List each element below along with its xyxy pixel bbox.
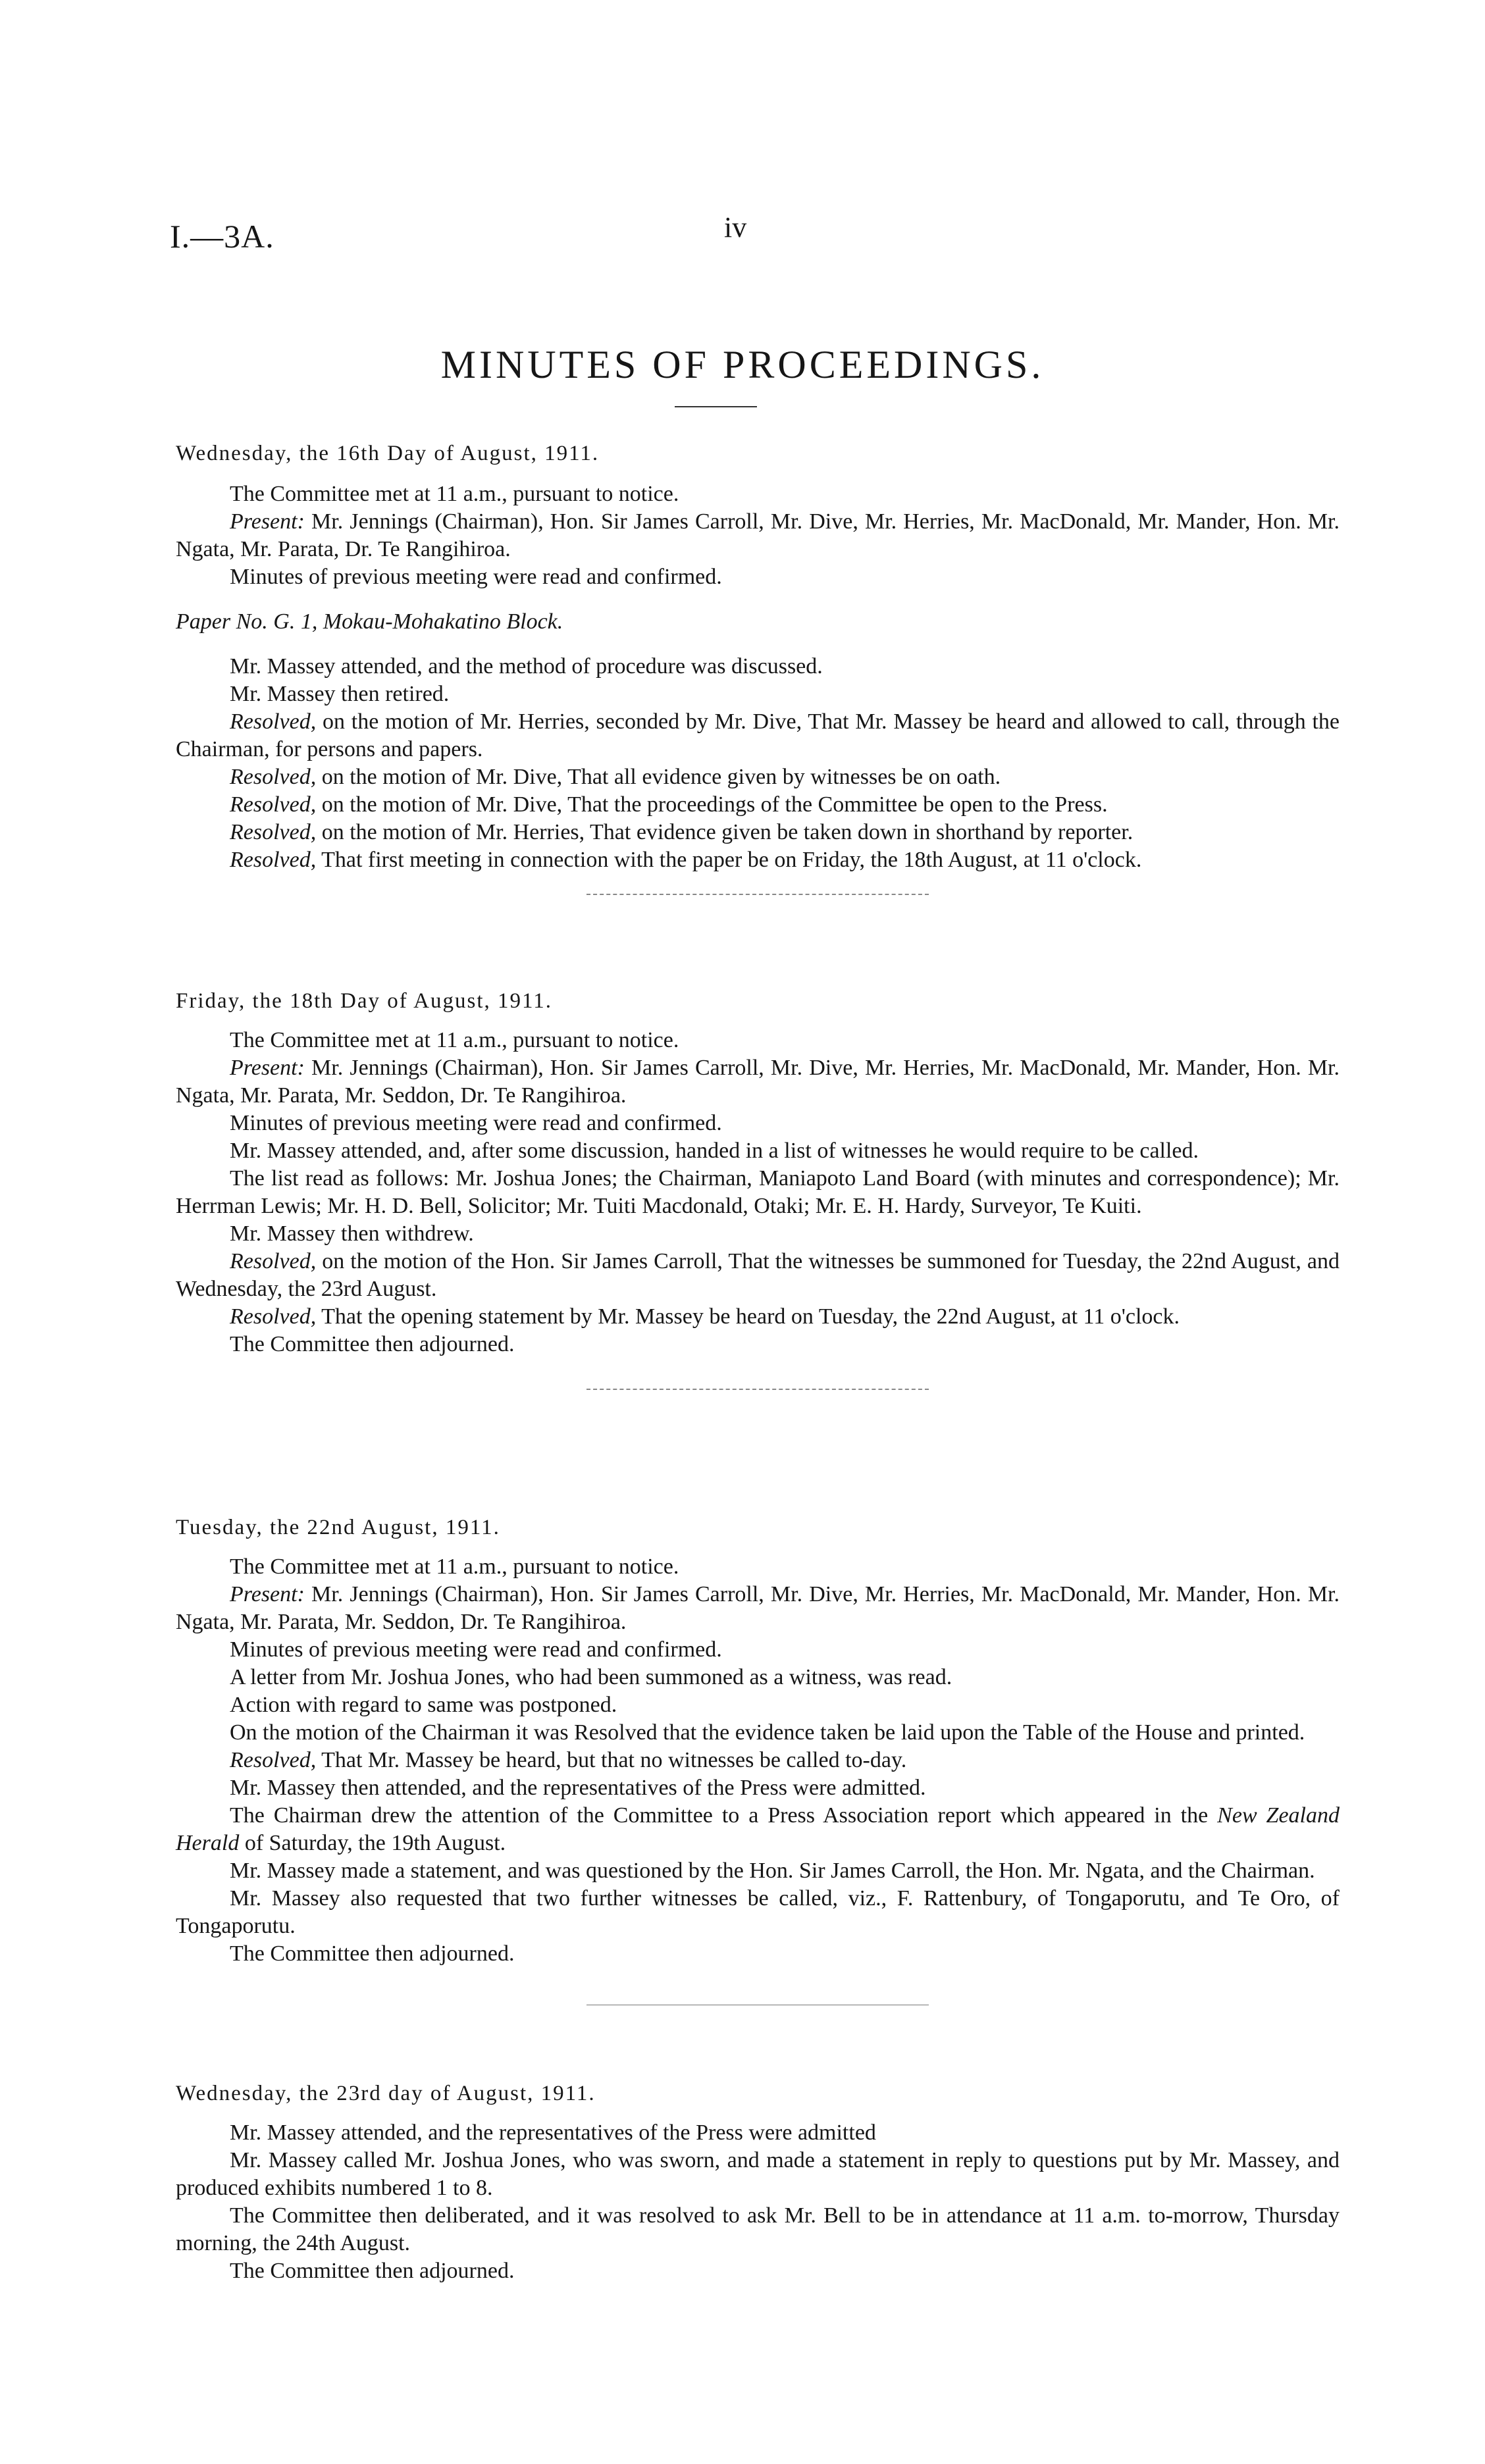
resolution (176, 791, 1340, 819)
paragraph: On the motion of the Chairman it was Resolved that the evidence taken be laid upon the Table of the House and printed. (230, 1720, 1305, 1745)
paragraph: Mr. Massey attended, and the representatives of the Press were admitted (230, 2120, 876, 2145)
present-members: Mr. Jennings (Chairman), Hon. Sir James Carroll, Mr. Dive, Mr. Herries, Mr. MacDonald, Mr. Mander, Hon. Mr. Ngata, Mr. Parata, Mr. Seddon, Dr. Te Rangihiroa. (176, 1056, 1340, 1108)
resolution-text: That the opening statement by Mr. Massey be heard on Tuesday, the 22nd August, at 11 o'clock. (321, 1304, 1180, 1329)
resolved-label: Resolved, (230, 1249, 317, 1273)
page-title: MINUTES OF PROCEEDINGS. (440, 343, 1045, 386)
paragraph-present (176, 1581, 1340, 1636)
paragraph: The Committee met at 11 a.m., pursuant to notice. (230, 1028, 679, 1052)
paragraph (176, 1802, 1340, 1857)
resolution-text: on the motion of the Hon. Sir James Carroll, That the witnesses be summoned for Tuesday, the 22nd August, and Wednesday, the 23rd August. (176, 1249, 1340, 1301)
newspaper-title: New Zealand Herald (176, 1803, 1340, 1855)
section-heading: Wednesday, the 16th Day of August, 1911. (176, 442, 600, 465)
paragraph: Minutes of previous meeting were read and confirmed. (230, 1111, 722, 1135)
paragraph: Minutes of previous meeting were read and confirmed. (230, 1637, 722, 1662)
paragraph: A letter from Mr. Joshua Jones, who had been summoned as a witness, was read. (230, 1665, 952, 1689)
paragraph: Mr. Massey then withdrew. (230, 1221, 474, 1246)
section-heading: Friday, the 18th Day of August, 1911. (176, 989, 553, 1013)
paragraph: The Committee then adjourned. (230, 1332, 515, 1356)
paragraph: Action with regard to same was postponed. (230, 1693, 617, 1717)
resolution (176, 846, 1340, 874)
resolved-label: Resolved, (230, 709, 317, 734)
resolution-text: on the motion of Mr. Herries, That evidence given be taken down in shorthand by reporter. (321, 820, 1133, 844)
paragraph: The Committee then adjourned. (230, 2259, 515, 2283)
section-divider (586, 1389, 929, 1390)
resolved-label: Resolved, (230, 1748, 317, 1772)
section-aug-18 (176, 987, 1340, 1390)
paper-subheading: Paper No. G. 1, Mokau-Mohakatino Block. (176, 609, 563, 634)
title-rule (675, 406, 757, 407)
resolution-text: That Mr. Massey be heard, but that no witnesses be called to-day. (321, 1748, 907, 1772)
section-aug-16 (176, 440, 1340, 895)
present-members: Mr. Jennings (Chairman), Hon. Sir James Carroll, Mr. Dive, Mr. Herries, Mr. MacDonald, Mr. Mander, Hon. Mr. Ngata, Mr. Parata, Dr. Te Rangihiroa. (176, 509, 1340, 561)
section-heading: Wednesday, the 23rd day of August, 1911. (176, 2082, 596, 2105)
text-run: of Saturday, the 19th August. (244, 1831, 506, 1855)
document-reference: I.—3A. (170, 218, 274, 255)
paragraph: The Committee met at 11 a.m., pursuant to notice. (230, 482, 679, 506)
text-run: The Chairman drew the attention of the Committee to a Press Association report which appeared in the (230, 1803, 1209, 1828)
paragraph: The Committee met at 11 a.m., pursuant to notice. (230, 1554, 679, 1579)
present-label: Present: (230, 1056, 305, 1080)
resolution (176, 1303, 1340, 1331)
paragraph: Minutes of previous meeting were read and confirmed. (230, 565, 722, 589)
paragraph: Mr. Massey then retired. (230, 682, 450, 706)
resolution-text: on the motion of Mr. Dive, That the proceedings of the Committee be open to the Press. (321, 792, 1108, 817)
resolution (176, 763, 1340, 791)
section-aug-22 (176, 1514, 1340, 2005)
paragraph: Mr. Massey also requested that two further witnesses be called, viz., F. Rattenbury, of Tongaporutu, and Te Oro, of Tongaporutu. (176, 1886, 1340, 1938)
paragraph-present (176, 508, 1340, 563)
paragraph: The list read as follows: Mr. Joshua Jones; the Chairman, Maniapoto Land Board (with minutes and correspondence); Mr. Herrman Lewis; Mr. H. D. Bell, Solicitor; Mr. Tuiti Macdonald, Otaki; Mr. E. H. Hardy, Surveyor, Te Kuiti. (176, 1166, 1340, 1218)
present-label: Present: (230, 1582, 305, 1606)
paragraph: Mr. Massey attended, and, after some discussion, handed in a list of witnesses he would require to be called. (230, 1139, 1199, 1163)
resolved-label: Resolved, (230, 848, 317, 872)
page-number: iv (724, 211, 747, 244)
resolution (176, 1747, 1340, 1774)
paragraph: Mr. Massey made a statement, and was questioned by the Hon. Sir James Carroll, the Hon. Mr. Ngata, and the Chairman. (230, 1859, 1315, 1883)
paragraph: The Committee then deliberated, and it was resolved to ask Mr. Bell to be in attendance at 11 a.m. to-morrow, Thursday morning, the 24th August. (176, 2203, 1340, 2255)
present-members: Mr. Jennings (Chairman), Hon. Sir James Carroll, Mr. Dive, Mr. Herries, Mr. MacDonald, Mr. Mander, Hon. Mr. Ngata, Mr. Parata, Mr. Seddon, Dr. Te Rangihiroa. (176, 1582, 1340, 1634)
paragraph-present (176, 1054, 1340, 1110)
resolution-text: That first meeting in connection with the paper be on Friday, the 18th August, at 11 o'clock. (321, 848, 1142, 872)
resolved-label: Resolved, (230, 1304, 317, 1329)
paragraph: Mr. Massey then attended, and the representatives of the Press were admitted. (230, 1776, 926, 1800)
section-aug-23 (176, 2080, 1340, 2285)
resolution (176, 708, 1340, 763)
section-heading: Tuesday, the 22nd August, 1911. (176, 1516, 500, 1539)
present-label: Present: (230, 509, 305, 534)
resolved-label: Resolved, (230, 792, 317, 817)
resolution-text: on the motion of Mr. Herries, seconded by Mr. Dive, That Mr. Massey be heard and allowed to call, through the Chairman, for persons and papers. (176, 709, 1340, 761)
resolution (176, 1248, 1340, 1303)
paragraph: Mr. Massey called Mr. Joshua Jones, who was sworn, and made a statement in reply to questions put by Mr. Massey, and produced exhibits numbered 1 to 8. (176, 2148, 1340, 2200)
resolution (176, 819, 1340, 846)
paragraph: The Committee then adjourned. (230, 1941, 515, 1966)
resolved-label: Resolved, (230, 820, 317, 844)
paragraph: Mr. Massey attended, and the method of procedure was discussed. (230, 654, 823, 679)
resolved-label: Resolved, (230, 765, 317, 789)
section-divider (586, 894, 929, 895)
resolution-text: on the motion of Mr. Dive, That all evidence given by witnesses be on oath. (321, 765, 1001, 789)
